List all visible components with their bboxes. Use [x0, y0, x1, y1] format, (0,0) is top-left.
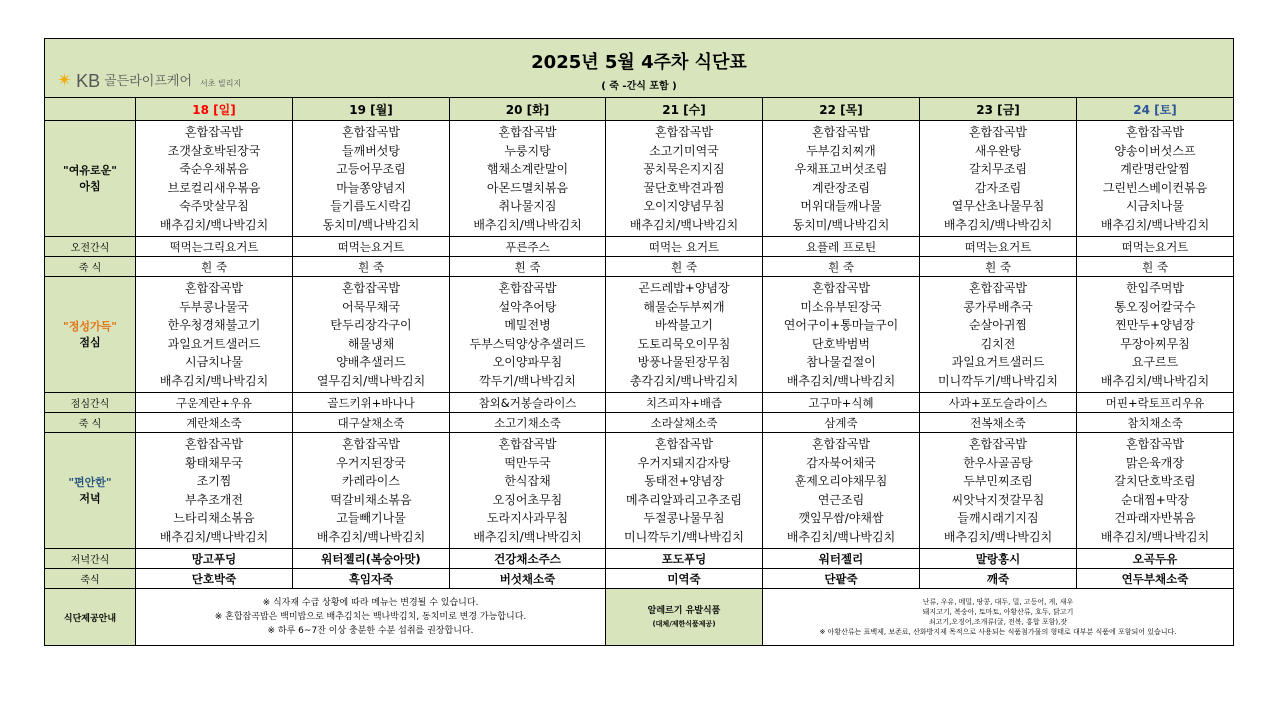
menu-item: 브로컬리새우볶음: [167, 180, 261, 195]
menu-item: 들기름도시락김: [330, 199, 412, 213]
menu-item: 건파래자반볶음: [1114, 511, 1196, 525]
breakfast-row-label: [45, 121, 136, 237]
menu-item: 콩가루배추국: [963, 299, 1033, 314]
menu-item: 푸른주스: [450, 237, 606, 257]
menu-item: 미소유부된장국: [800, 299, 882, 314]
menu-cell: [450, 277, 606, 393]
menu-item: 통오징어칼국수: [1114, 299, 1196, 314]
menu-item: 배추김치/백나박김치: [1100, 217, 1210, 232]
menu-item: 열무산초나물무침: [951, 199, 1045, 213]
weekly-menu-table: [44, 38, 1234, 646]
menu-item: 해물순두부찌개: [643, 299, 725, 314]
menu-item: 들깨버섯탕: [342, 143, 400, 158]
menu-item: 요플레 프로틴: [763, 237, 920, 257]
menu-item: 미니깍두기/백나박김치: [624, 529, 744, 544]
menu-item: 떠먹는요거트: [920, 237, 1077, 257]
menu-item: 갈치단호박조림: [1114, 474, 1196, 488]
menu-item: 계란장조림: [812, 180, 870, 195]
menu-item: 떠먹는요거트: [1077, 237, 1234, 257]
menu-item: 두부김치찌개: [806, 143, 876, 158]
notice-line: ※ 하루 6~7잔 이상 충분한 수분 섭취를 권장합니다.: [267, 626, 474, 636]
menu-item: 삼계죽: [763, 413, 920, 433]
menu-item: 도토리묵오이무침: [637, 336, 731, 351]
logo-name: 골든라이프케어: [104, 74, 193, 89]
menu-item: 혼합잡곡밥: [812, 281, 870, 295]
menu-item: 시금치나물: [1126, 199, 1184, 213]
menu-item: 전복채소죽: [920, 413, 1077, 433]
menu-item: 갈치무조림: [969, 162, 1027, 176]
menu-cell: [136, 121, 293, 237]
breakfast-row: [45, 121, 1234, 237]
menu-item: 혼합잡곡밥: [969, 437, 1027, 451]
menu-item: 소고기미역국: [649, 143, 719, 158]
allergy-line: ※ 아황산류는 표백제, 보존료, 산화방지제 목적으로 사용되는 식품첨가물의 형태로 대부분 식품에 포함되어 있습니다.: [819, 628, 1177, 636]
menu-item: 배추김치/백나박김치: [473, 217, 582, 232]
menu-item: 사과+포도슬라이스: [920, 393, 1077, 413]
menu-item: 단호박죽: [136, 569, 293, 589]
menu-item: 한우청경채불고기: [167, 318, 261, 332]
morning-snack-row-label: 오전간식: [45, 237, 136, 257]
dinner-snack-row-label: 저녁간식: [45, 549, 136, 569]
menu-item: 혼합잡곡밥: [498, 125, 557, 139]
menu-item: 방풍나물된장무침: [637, 355, 731, 369]
day-header: 23 [금]: [920, 98, 1077, 121]
meal-quote: "정성가득": [63, 319, 117, 333]
menu-cell: [763, 121, 920, 237]
menu-item: 한우사골곰탕: [963, 455, 1033, 470]
menu-item: 단호박범벅: [812, 336, 870, 351]
menu-item: 조기찜: [196, 474, 232, 488]
menu-item: 말랑홍시: [920, 549, 1077, 569]
menu-item: 혼합잡곡밥: [969, 281, 1027, 295]
menu-item: 배추김치/백나박김치: [316, 529, 426, 544]
menu-item: 우거지돼지감자탕: [637, 455, 731, 470]
menu-item: 머위대들깨나물: [800, 199, 882, 213]
menu-cell: [606, 277, 763, 393]
menu-item: 고구마+식혜: [763, 393, 920, 413]
menu-item: 혼합잡곡밥: [498, 281, 557, 295]
menu-item: 흰 죽: [763, 257, 920, 277]
menu-item: 계란채소죽: [136, 413, 293, 433]
lunch-row-label: [45, 277, 136, 393]
title-bar: [45, 39, 1234, 98]
menu-item: 과일요거트샐러드: [167, 336, 261, 351]
menu-item: 배추김치/백나박김치: [943, 217, 1053, 232]
menu-item: 감자조림: [974, 180, 1022, 195]
menu-item: 부추조개전: [185, 492, 243, 507]
menu-cell: [450, 121, 606, 237]
menu-cell: [136, 277, 293, 393]
menu-item: 해물냉채: [347, 336, 395, 351]
menu-item: 총각김치/백나박김치: [629, 373, 739, 388]
menu-item: 흰 죽: [606, 257, 763, 277]
menu-item: 그린빈스베이컨볶음: [1102, 180, 1208, 195]
menu-item: 망고푸딩: [136, 549, 293, 569]
menu-item: 고들빼기나물: [336, 511, 406, 525]
day-header: 24 [토]: [1077, 98, 1234, 121]
allergy-line: 돼지고기, 복숭아, 토마토, 아황산류, 호두, 닭고기: [922, 608, 1074, 616]
allergy-title: 알레르기 유발식품: [647, 606, 721, 616]
menu-item: 워터젤리(복숭아맛): [293, 549, 450, 569]
footer-notices: [136, 589, 606, 646]
menu-item: 포도푸딩: [606, 549, 763, 569]
logo-kb: KB: [76, 71, 101, 91]
menu-item: 연근조림: [817, 492, 865, 507]
menu-item: 조갯살호박된장국: [167, 143, 261, 158]
menu-item: 들깨시래기지짐: [957, 511, 1039, 525]
morning-snack-row: [45, 237, 1234, 257]
menu-item: 혼합잡곡밥: [655, 125, 713, 139]
menu-item: 혼합잡곡밥: [185, 125, 243, 139]
porridge-row-label: 죽 식: [45, 257, 136, 277]
menu-item: 대구살채소죽: [293, 413, 450, 433]
menu-cell: [606, 433, 763, 549]
menu-item: 새우완탕: [974, 143, 1022, 158]
menu-item: 꿀단호박견과찜: [643, 180, 725, 195]
menu-item: 시금치나물: [185, 355, 243, 369]
page-subtitle: ( 죽 -간식 포함 ): [601, 81, 677, 92]
meal-quote: "편안한": [68, 475, 112, 489]
menu-item: 두부민찌조림: [963, 474, 1033, 488]
menu-item: 순대찜+막장: [1120, 492, 1189, 507]
menu-frame: [44, 38, 1233, 705]
lunch-row: [45, 277, 1234, 393]
menu-item: 아몬드멸치볶음: [486, 180, 569, 195]
menu-item: 떡갈비채소볶음: [330, 492, 412, 507]
menu-cell: [1077, 277, 1234, 393]
menu-item: 김치전: [980, 336, 1016, 351]
menu-item: 고등어무조림: [336, 162, 406, 176]
menu-item: 치즈피자+배즙: [606, 393, 763, 413]
meal-name: 점심: [79, 335, 101, 349]
menu-item: 연두부채소죽: [1077, 569, 1234, 589]
menu-item: 꽁치묵은지지짐: [643, 162, 725, 176]
menu-item: 곤드레밥+양념장: [638, 281, 730, 295]
menu-item: 혼합잡곡밥: [812, 437, 870, 451]
menu-item: 혼합잡곡밥: [185, 281, 243, 295]
menu-item: 죽순우채볶음: [179, 162, 249, 176]
corner-cell: [45, 98, 136, 121]
day-header: 18 [일]: [136, 98, 293, 121]
menu-item: 양송이버섯스프: [1114, 143, 1196, 158]
menu-cell: [1077, 433, 1234, 549]
menu-item: 혼합잡곡밥: [342, 281, 400, 295]
menu-item: 숙주맛살무침: [179, 199, 249, 213]
menu-item: 배추김치/백나박김치: [159, 529, 269, 544]
day-header: 21 [수]: [606, 98, 763, 121]
menu-cell: [920, 277, 1077, 393]
menu-item: 배추김치/백나박김치: [159, 373, 269, 388]
menu-item: 황태채무국: [185, 455, 243, 470]
menu-item: 어묵무채국: [342, 299, 400, 314]
menu-item: 배추김치/백나박김치: [786, 373, 896, 388]
menu-item: 우채표고버섯조림: [794, 162, 888, 176]
menu-item: 설악추어탕: [498, 299, 557, 314]
menu-item: 마늘쫑양념지: [336, 180, 406, 195]
menu-item: 열무김치/백나박김치: [316, 373, 426, 388]
menu-item: 두부콩나물국: [179, 299, 249, 314]
menu-item: 골드키위+바나나: [293, 393, 450, 413]
notice-line: ※ 식자재 수급 상황에 따라 메뉴는 변경될 수 있습니다.: [262, 598, 479, 608]
menu-item: 혼합잡곡밥: [342, 437, 400, 451]
allergy-subtitle: (대체/제한식품제공): [652, 620, 716, 628]
day-header: 19 [월]: [293, 98, 450, 121]
menu-item: 누룽지탕: [504, 143, 551, 158]
lunch-snack-row-label: 점심간식: [45, 393, 136, 413]
menu-item: 바싹불고기: [655, 318, 713, 332]
menu-item: 감자북어채국: [806, 455, 876, 470]
menu-item: 양배추샐러드: [336, 355, 406, 369]
dinner-snack-row: [45, 549, 1234, 569]
menu-cell: [763, 433, 920, 549]
meal-name: 아침: [79, 179, 101, 193]
menu-item: 배추김치/백나박김치: [1100, 529, 1210, 544]
menu-item: 머핀+락토프리우유: [1077, 393, 1234, 413]
menu-item: 배추김치/백나박김치: [473, 529, 582, 544]
menu-item: 무장아찌무침: [1120, 336, 1190, 351]
menu-item: 혼합잡곡밥: [185, 437, 243, 451]
porridge-row-label: 죽 식: [45, 413, 136, 433]
menu-item: 깨죽: [920, 569, 1077, 589]
menu-item: 오곡두유: [1077, 549, 1234, 569]
lunch-snack-row: [45, 393, 1234, 413]
menu-item: 미니깍두기/백나박김치: [938, 373, 1058, 388]
menu-item: 우거지된장국: [336, 455, 406, 470]
menu-item: 오징어초무침: [492, 492, 563, 507]
day-header: 22 [목]: [763, 98, 920, 121]
logo-star-icon: ✴: [57, 70, 73, 91]
day-header-row: [45, 98, 1234, 121]
menu-cell: [293, 121, 450, 237]
menu-item: 떡먹는그릭요거트: [136, 237, 293, 257]
menu-item: 혼합잡곡밥: [655, 437, 713, 451]
menu-item: 미역죽: [606, 569, 763, 589]
menu-cell: [450, 433, 606, 549]
menu-item: 단팥죽: [763, 569, 920, 589]
menu-item: 소라살채소죽: [606, 413, 763, 433]
menu-item: 깍두기/백나박김치: [479, 373, 576, 388]
allergy-line: 쇠고기,오징어,조개류(굴, 전복, 홍합 포함),잣: [928, 618, 1068, 626]
menu-item: 오이양파무침: [492, 355, 563, 369]
menu-item: 찐만두+양념장: [1115, 318, 1195, 332]
menu-item: 연어구이+통마늘구이: [783, 318, 899, 332]
menu-item: 한입주먹밥: [1126, 281, 1184, 295]
menu-item: 햄채소계란말이: [486, 162, 569, 176]
menu-item: 흑임자죽: [293, 569, 450, 589]
menu-item: 도라지사과무침: [486, 511, 569, 525]
menu-item: 맑은육개장: [1126, 455, 1184, 470]
menu-item: 소고기채소죽: [450, 413, 606, 433]
menu-item: 흰 죽: [920, 257, 1077, 277]
menu-item: 혼합잡곡밥: [812, 125, 870, 139]
day-header: 20 [화]: [450, 98, 606, 121]
menu-cell: [920, 121, 1077, 237]
menu-item: 흰 죽: [450, 257, 606, 277]
porridge-row-label: 죽식: [45, 569, 136, 589]
menu-item: 한식잡채: [504, 474, 551, 488]
menu-item: 참외&거봉슬라이스: [450, 393, 606, 413]
menu-item: 혼합잡곡밥: [342, 125, 400, 139]
menu-item: 흰 죽: [293, 257, 450, 277]
menu-item: 동치미/백나박김치: [792, 217, 890, 232]
menu-cell: [293, 433, 450, 549]
menu-item: 훈제오리야채무침: [794, 474, 888, 488]
menu-cell: [136, 433, 293, 549]
menu-item: 혼합잡곡밥: [498, 437, 557, 451]
menu-item: 흰 죽: [136, 257, 293, 277]
menu-item: 혼합잡곡밥: [1126, 437, 1184, 451]
menu-item: 참치채소죽: [1077, 413, 1234, 433]
allergy-label: [606, 589, 763, 646]
footer-label: 식단제공안내: [45, 589, 136, 646]
porridge-row: [45, 413, 1234, 433]
menu-item: 배추김치/백나박김치: [629, 217, 739, 232]
porridge-row: [45, 569, 1234, 589]
menu-item: 혼합잡곡밥: [1126, 125, 1184, 139]
menu-item: 배추김치/백나박김치: [159, 217, 269, 232]
logo-location: 서초 빌리지: [200, 79, 242, 88]
menu-item: 흰 죽: [1077, 257, 1234, 277]
menu-item: 메추리알꽈리고추조림: [626, 492, 742, 507]
menu-cell: [763, 277, 920, 393]
menu-item: 배추김치/백나박김치: [786, 529, 896, 544]
footer-row: [45, 589, 1234, 646]
menu-item: 오이지양념무침: [643, 199, 725, 213]
menu-item: 두부스틱양상추샐러드: [469, 336, 586, 351]
dinner-row: [45, 433, 1234, 549]
menu-cell: [606, 121, 763, 237]
menu-item: 건강채소주스: [450, 549, 606, 569]
menu-item: 배추김치/백나박김치: [1100, 373, 1210, 388]
menu-item: 과일요거트샐러드: [951, 355, 1045, 369]
menu-item: 동태전+양념장: [644, 474, 724, 488]
allergy-line: 난류, 우유, 메밀, 땅콩, 대두, 밀, 고등어, 게, 새우: [922, 598, 1074, 606]
menu-item: 계란명란알찜: [1120, 162, 1190, 176]
menu-item: 깻잎무쌈/야채쌈: [798, 511, 884, 525]
menu-item: 씨앗낙지젓갈무침: [951, 492, 1045, 507]
menu-item: 두절콩나물무침: [643, 511, 725, 525]
menu-item: 느타리채소볶음: [173, 511, 255, 525]
meal-name: 저녁: [79, 491, 101, 505]
menu-item: 워터젤리: [763, 549, 920, 569]
page-title: 2025년 5월 4주차 식단표: [531, 52, 747, 73]
menu-item: 탄두리장각구이: [330, 318, 412, 332]
menu-cell: [1077, 121, 1234, 237]
menu-item: 메밀전병: [504, 318, 551, 332]
menu-item: 참나물겉절이: [806, 355, 876, 369]
porridge-row: [45, 257, 1234, 277]
menu-item: 배추김치/백나박김치: [943, 529, 1053, 544]
menu-item: 순살아귀찜: [969, 318, 1027, 332]
menu-item: 요구르트: [1131, 355, 1179, 369]
menu-item: 혼합잡곡밥: [969, 125, 1027, 139]
dinner-row-label: [45, 433, 136, 549]
menu-item: 떡만두국: [504, 455, 551, 470]
menu-item: 카레라이스: [342, 474, 400, 488]
menu-item: 버섯채소죽: [450, 569, 606, 589]
menu-cell: [920, 433, 1077, 549]
menu-cell: [293, 277, 450, 393]
menu-item: 동치미/백나박김치: [322, 217, 420, 232]
meal-quote: "여유로운": [63, 163, 117, 177]
menu-item: 취나물지짐: [498, 199, 557, 213]
notice-line: ※ 혼합잡곡밥은 백미밥으로 배추김치는 백나박김치, 동치미로 변경 가능합니다.: [214, 612, 527, 622]
menu-item: 떠먹는요거트: [293, 237, 450, 257]
menu-item: 구운계란+우유: [136, 393, 293, 413]
menu-item: 떠먹는 요거트: [606, 237, 763, 257]
allergy-list: [763, 589, 1234, 646]
